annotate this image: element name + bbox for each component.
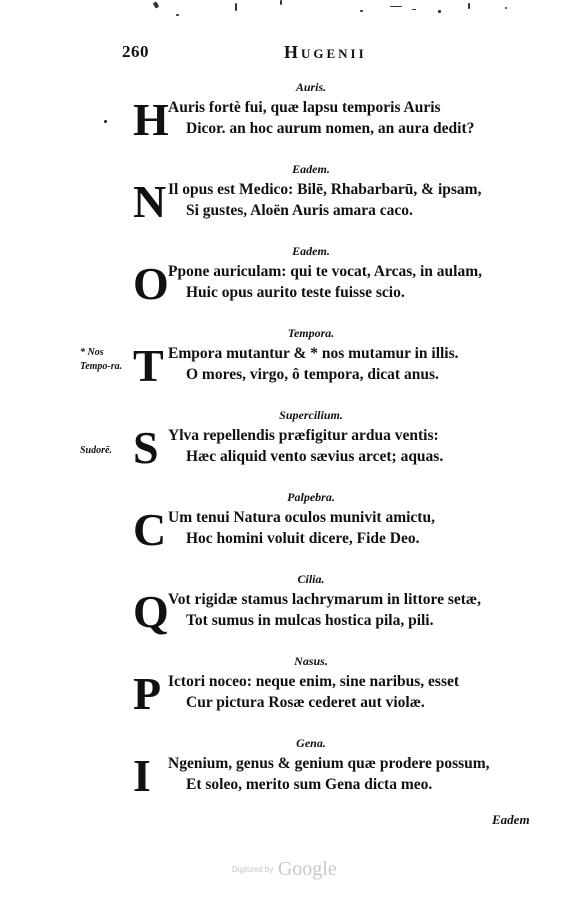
drop-cap: N xyxy=(133,176,167,227)
epigram-title: Palpebra. xyxy=(287,490,335,504)
verse-line-2: Hæc aliquid vento sævius arcet; aquas. xyxy=(186,448,444,465)
page-number: 260 xyxy=(122,42,149,61)
epigram-title: Cilia. xyxy=(297,572,325,586)
verse-line-1: Ictori noceo: neque enim, sine naribus, esset xyxy=(168,673,460,690)
verse-line-1: Ppone auriculam: qui te vocat, Arcas, in aulam, xyxy=(168,263,483,280)
ink-speck xyxy=(153,1,159,8)
verse-line-2: Tot sumus in mulcas hostica pila, pili. xyxy=(186,612,434,629)
verse-line-2: Hoc homini voluit dicere, Fide Deo. xyxy=(186,530,420,547)
epigram-title: Gena. xyxy=(296,736,326,750)
drop-cap: O xyxy=(133,258,169,309)
verse-line-1: Ylva repellendis præfigitur ardua ventis: xyxy=(168,427,439,444)
verse-line-2: O mores, virgo, ô tempora, dicat anus. xyxy=(186,366,439,383)
verse-line-1: Il opus est Medico: Bilē, Rhabarbarū, & ipsam, xyxy=(168,181,482,198)
epigram-title: Nasus. xyxy=(294,654,328,668)
epigram-title: Auris. xyxy=(295,80,327,94)
margin-note-tempora: * Nos Tempo-ra. xyxy=(80,347,123,372)
verse-line-1: Auris fortè fui, quæ lapsu temporis Auris xyxy=(168,99,441,116)
ink-speck xyxy=(438,10,441,13)
epigram-title: Tempora. xyxy=(287,326,335,340)
watermark-prefix: Digitized by xyxy=(232,865,274,874)
drop-cap: C xyxy=(133,504,167,555)
catchword: Eadem xyxy=(492,812,530,827)
epigram-title: Supercilium. xyxy=(279,408,343,422)
ink-speck xyxy=(468,3,470,9)
drop-cap: P xyxy=(133,668,162,719)
ink-speck xyxy=(360,10,363,12)
ink-speck xyxy=(235,3,237,11)
verse-line-2: Huic opus aurito teste fuisse scio. xyxy=(186,284,405,301)
epigram-title: Eadem. xyxy=(292,244,330,258)
margin-dot xyxy=(104,120,107,123)
margin-note-supercilium: Sudorē. xyxy=(80,445,112,456)
verse-line-2: Dicor. an hoc aurum nomen, an aura dedit? xyxy=(186,120,475,137)
ink-speck xyxy=(390,6,402,7)
drop-cap: Q xyxy=(133,586,169,637)
running-head: Hugenii xyxy=(284,42,367,62)
page-header xyxy=(122,42,422,64)
drop-cap: I xyxy=(133,750,151,801)
ink-speck xyxy=(505,7,507,9)
page-edge-specks xyxy=(150,0,550,25)
ink-speck xyxy=(176,14,179,16)
watermark-brand: Google xyxy=(277,858,337,880)
drop-cap: H xyxy=(133,94,169,145)
verse-line-1: Ngenium, genus & genium quæ prodere possum, xyxy=(168,755,490,772)
drop-cap: S xyxy=(133,422,159,473)
ink-speck xyxy=(280,0,282,5)
verse-line-2: Si gustes, Aloën Auris amara caco. xyxy=(186,202,413,219)
ink-speck xyxy=(412,9,416,10)
verse-line-1: Empora mutantur & * nos mutamur in illis. xyxy=(168,345,459,362)
verse-line-1: Vot rigidæ stamus lachrymarum in littore setæ, xyxy=(168,591,481,608)
epigram-title: Eadem. xyxy=(292,162,330,176)
verse-line-2: Et soleo, merito sum Gena dicta meo. xyxy=(186,776,433,793)
verse-line-2: Cur pictura Rosæ cederet aut violæ. xyxy=(186,694,425,711)
verse-line-1: Um tenui Natura oculos munivit amictu, xyxy=(168,509,435,526)
drop-cap: T xyxy=(133,340,164,391)
digitization-watermark xyxy=(232,858,337,881)
